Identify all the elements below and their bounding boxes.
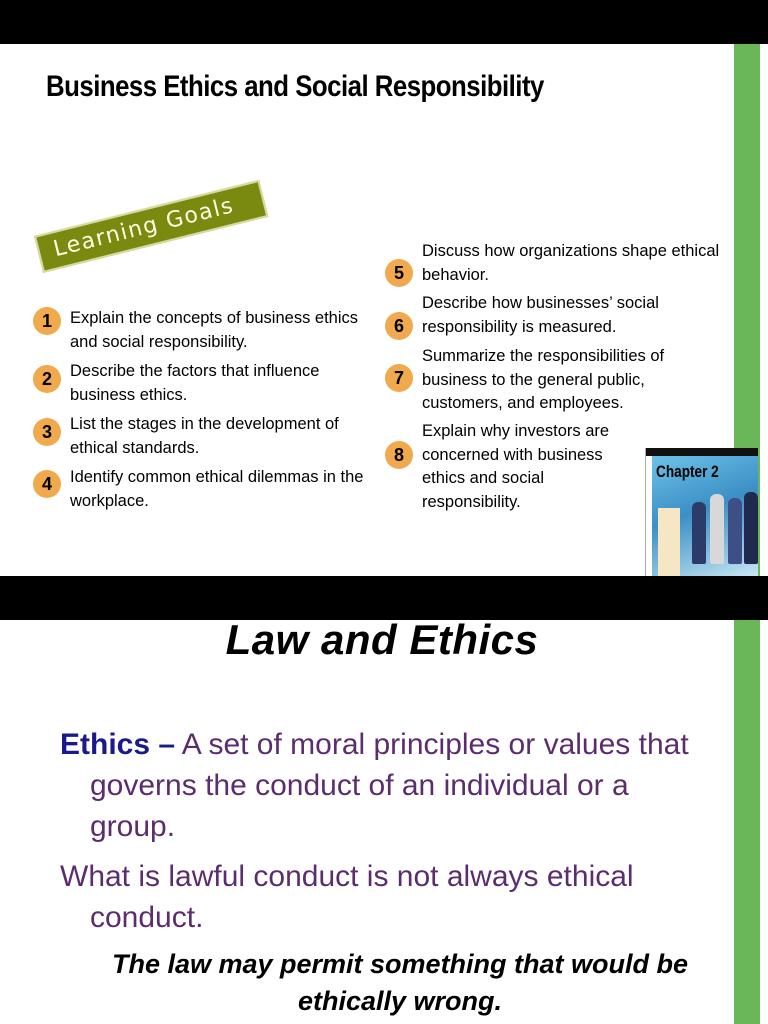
slide-2 (0, 576, 768, 1024)
goal-text: Explain the concepts of business ethics and social responsibility. (70, 309, 359, 351)
learning-goals-tag (34, 180, 268, 273)
person-figure (692, 502, 706, 564)
book-top-strip (646, 448, 758, 456)
ethics-definition-paragraph (60, 724, 700, 847)
textbook-cover-image (645, 448, 758, 576)
slide-2-title-text: Law and Ethics (225, 616, 539, 663)
goal-text: Identify common ethical dilemmas in the workplace. (70, 468, 364, 510)
person-figure (710, 494, 724, 564)
goal-text: List the stages in the development of ethical standards. (70, 415, 339, 457)
goal-item-5 (385, 240, 722, 287)
book-cover-art (652, 456, 758, 576)
goal-number-badge: 7 (385, 364, 413, 392)
goal-text: Explain why investors are concerned with business ethics and social responsibility. (422, 422, 610, 511)
book-chapter-label: Chapter 2 (656, 462, 719, 481)
goal-item-8 (385, 420, 612, 514)
goal-item-3 (33, 413, 370, 460)
goal-number-badge: 8 (385, 441, 413, 469)
learning-goals-label: Learning Goals (50, 193, 237, 263)
ethics-definition: A set of moral principles or values that governs the conduct of an individual or a group. (90, 728, 689, 843)
lawful-conduct-statement (60, 856, 700, 938)
goal-text: Summarize the responsibilities of business to the general public, customers, and employees. (422, 347, 665, 412)
lawful-conduct-text: What is lawful conduct is not always ethical conduct. (60, 860, 634, 934)
ethics-term: Ethics – (60, 728, 176, 761)
goal-number-badge: 3 (33, 418, 61, 446)
slide-2-top-bar (0, 576, 768, 620)
goal-number-badge: 2 (33, 365, 61, 393)
goal-number-badge: 1 (33, 307, 61, 335)
goal-item-2 (33, 360, 370, 407)
slide-2-green-bar (734, 620, 760, 1024)
slide-1-top-bar (0, 0, 768, 44)
goal-text: Describe how businesses’ social responsibility is measured. (422, 294, 659, 336)
closing-statement: The law may permit something that would be ethically wrong. (111, 949, 689, 1016)
goal-number-badge: 6 (385, 312, 413, 340)
goal-item-4 (33, 466, 370, 513)
slide-2-title (0, 616, 768, 664)
goal-text: Describe the factors that influence business ethics. (70, 362, 320, 404)
goal-text: Discuss how organizations shape ethical behavior. (422, 242, 720, 284)
goal-item-1 (33, 307, 370, 354)
goal-number-badge: 4 (33, 470, 61, 498)
goal-item-6 (385, 292, 722, 340)
person-figure (728, 498, 742, 564)
slide-1-title: Business Ethics and Social Responsibility (46, 70, 544, 103)
goal-item-7 (385, 345, 722, 416)
person-figure (744, 492, 758, 564)
book-side-panel (658, 508, 680, 576)
goal-number-badge: 5 (385, 259, 413, 287)
